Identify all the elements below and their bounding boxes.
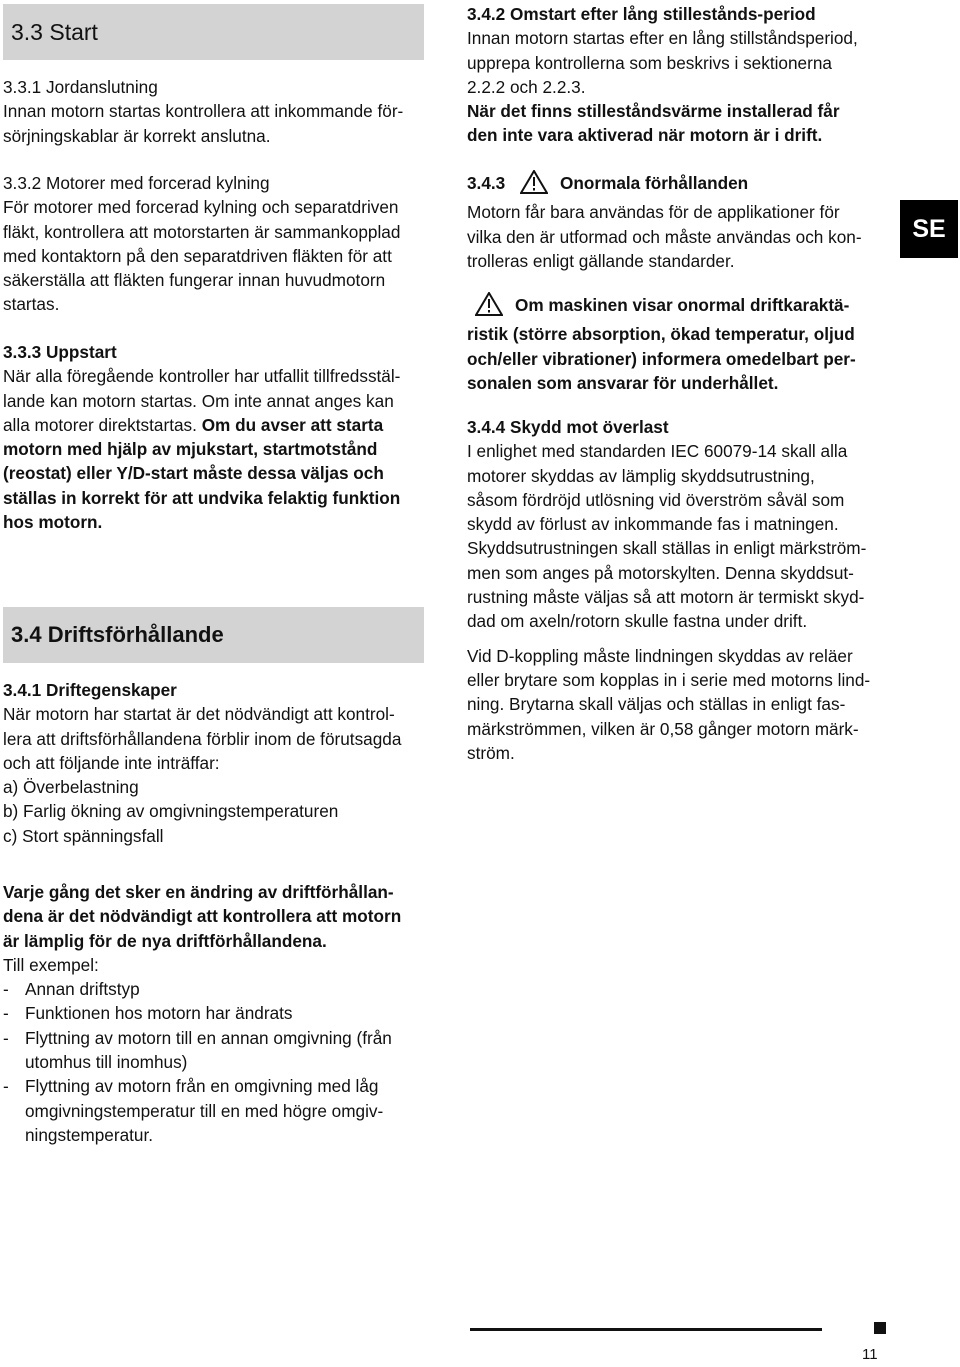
list-item xyxy=(3,1026,424,1075)
list-item xyxy=(3,977,424,1001)
text-line-bold: sonalen som ansvarar för underhållet. xyxy=(467,372,779,393)
text-line: och att följande inte inträffar: xyxy=(3,752,220,773)
text-line: Motorn får bara användas för de applikationer för xyxy=(467,202,840,223)
list-item xyxy=(3,1001,424,1025)
section-3-3-title: 3.3 Start xyxy=(11,18,98,45)
list-item-text: utomhus till inomhus) xyxy=(25,1052,188,1073)
section-3-3-2 xyxy=(3,171,424,317)
text-line: Till exempel: xyxy=(3,954,99,975)
list-item-text: omgivningstemperatur till en med högre omgiv- xyxy=(25,1100,384,1121)
heading-3-3-3: 3.3.3 Uppstart xyxy=(3,342,117,362)
heading-3-3-1: 3.3.1 Jordanslutning xyxy=(3,77,158,97)
text-line: Innan motorn startas efter en lång stillståndsperiod, xyxy=(467,28,858,49)
text-line: lera att driftsförhållandena förblir inom de förutsagda xyxy=(3,728,402,749)
list-item-text: Flyttning av motorn till en annan omgivning (från xyxy=(25,1027,392,1048)
text-line: märkströmmen, vilken är 0,58 gånger motorn märk- xyxy=(467,718,859,739)
text-line: men som anges på motorskylten. Denna skyddsut- xyxy=(467,562,854,583)
text-line: säkerställa att fläkten fungerar innan huvudmotorn xyxy=(3,270,386,291)
heading-3-3-2: 3.3.2 Motorer med forcerad kylning xyxy=(3,173,270,193)
warning-first-line xyxy=(467,292,890,322)
heading-number: 3.4.3 xyxy=(467,173,506,193)
text-line: vilka den är utformad och måste användas och kon- xyxy=(467,226,862,247)
warning-triangle-icon xyxy=(520,170,548,200)
page-number: 11 xyxy=(862,1346,878,1363)
text-line-bold: ställas in korrekt för att undvika felaktig funktion xyxy=(3,487,401,508)
text-line: rustning måste väljas så att motorn är termiskt skyd- xyxy=(467,587,865,608)
list-item: c) Stort spänningsfall xyxy=(3,825,164,846)
list-item-text: ningstemperatur. xyxy=(25,1124,154,1145)
list-item: b) Farlig ökning av omgivningstemperaturen xyxy=(3,801,339,822)
text-line: trolleras enligt gällande standarder. xyxy=(467,250,735,271)
list-item: a) Överbelastning xyxy=(3,777,139,798)
warning-text: Om maskinen visar onormal driftkaraktä- xyxy=(515,295,850,315)
section-3-4-3 xyxy=(467,170,890,273)
text-line: ning. Brytarna skall väljas och ställas in enligt fas- xyxy=(467,694,846,715)
text-line-bold: den inte vara aktiverad när motorn är i drift. xyxy=(467,125,823,146)
heading-3-4-4: 3.4.4 Skydd mot överlast xyxy=(467,417,669,437)
text-line: dad om axeln/rotorn skulle fastna under drift. xyxy=(467,611,808,632)
text-line: Vid D-koppling måste lindningen skyddas av reläer xyxy=(467,645,853,666)
change-note xyxy=(3,880,424,1147)
language-badge: SE xyxy=(900,200,958,258)
text-line-bold: hos motorn. xyxy=(3,512,103,533)
text-line: upprepa kontrollerna som beskrivs i sektionerna xyxy=(467,52,832,73)
text-normal: alla motorer direktstartas. xyxy=(3,414,202,435)
heading-3-4-3 xyxy=(467,170,890,200)
dash: - xyxy=(3,1076,9,1097)
text-line: med kontaktorn på den separatdriven fläkten för att xyxy=(3,245,392,266)
warning-note xyxy=(467,292,890,395)
list-item xyxy=(3,1074,424,1147)
section-3-3-1 xyxy=(3,75,424,148)
text-line: motorer skyddas av lämplig skyddsutrustning, xyxy=(467,465,815,486)
text-line: När alla föregående kontroller har utfallit tillfredsstäl- xyxy=(3,366,401,387)
text-line: såsom fördröjd utlösning vid överström såväl som xyxy=(467,489,845,510)
dash: - xyxy=(3,979,9,1000)
section-3-3-3 xyxy=(3,340,424,534)
section-3-4-header xyxy=(3,607,424,663)
heading-title: Onormala förhållanden xyxy=(560,173,749,193)
text-line: eller brytare som kopplas in i serie med motorns lind- xyxy=(467,669,871,690)
text-line: För motorer med forcerad kylning och separatdriven xyxy=(3,197,399,218)
text-line-bold: När det finns stilleståndsvärme installerad får xyxy=(467,101,840,122)
dash: - xyxy=(3,1027,9,1048)
text-line-bold: är lämplig för de nya driftförhållandena. xyxy=(3,930,327,951)
text-line-bold: motorn med hjälp av mjukstart, startmotstånd xyxy=(3,439,378,460)
list-item-text: Flyttning av motorn från en omgivning med låg xyxy=(25,1076,379,1097)
text-line-bold: Varje gång det sker en ändring av driftförhållan- xyxy=(3,882,394,902)
section-3-4-4 xyxy=(467,415,890,765)
list-item-text: Annan driftstyp xyxy=(25,979,140,1000)
heading-3-4-2: 3.4.2 Omstart efter lång stillestånds-period xyxy=(467,4,816,24)
text-line: I enlighet med standarden IEC 60079-14 skall alla xyxy=(467,441,848,462)
section-3-4-1 xyxy=(3,678,424,848)
section-3-3-header xyxy=(3,4,424,60)
text-line-bold: (reostat) eller Y/D-start måste dessa väljas och xyxy=(3,463,384,484)
dash: - xyxy=(3,1003,9,1024)
text-line: fläkt, kontrollera att motorstarten är sammankopplad xyxy=(3,221,401,242)
text-line xyxy=(3,413,424,437)
text-bold: Om du avser att starta xyxy=(201,414,384,435)
section-3-4-title: 3.4 Driftsförhållande xyxy=(11,622,224,647)
warning-triangle-icon xyxy=(475,292,503,322)
text-line: ström. xyxy=(467,742,515,763)
footer-rule xyxy=(470,1328,822,1331)
footer-square-icon xyxy=(874,1322,886,1334)
text-line: sörjningskablar är korrekt anslutna. xyxy=(3,125,271,146)
text-line: skydd av förlust av inkommande fas i matningen. xyxy=(467,514,839,535)
text-line: 2.2.2 och 2.2.3. xyxy=(467,76,586,97)
text-line: lande kan motorn startas. Om inte annat anges kan xyxy=(3,390,394,411)
section-3-4-2 xyxy=(467,2,890,148)
text-line-bold: ristik (större absorption, ökad temperatur, oljud xyxy=(467,324,855,345)
text-line: När motorn har startat är det nödvändigt att kontrol- xyxy=(3,704,395,725)
text-line-bold: dena är det nödvändigt att kontrollera att motorn xyxy=(3,906,402,927)
list-item-text: Funktionen hos motorn har ändrats xyxy=(25,1003,293,1024)
text-line: Skyddsutrustningen skall ställas in enligt märkström- xyxy=(467,538,867,559)
heading-3-4-1: 3.4.1 Driftegenskaper xyxy=(3,680,177,700)
text-line: Innan motorn startas kontrollera att inkommande för- xyxy=(3,101,404,122)
text-line: startas. xyxy=(3,294,60,315)
text-line-bold: och/eller vibrationer) informera omedelbart per- xyxy=(467,348,856,369)
